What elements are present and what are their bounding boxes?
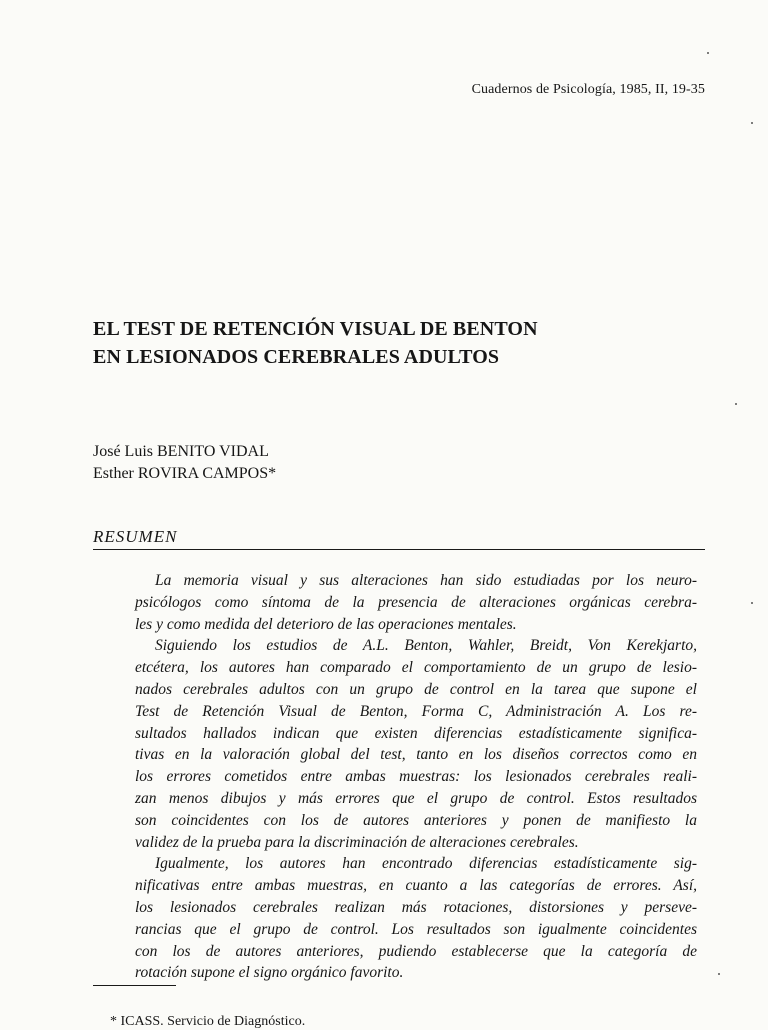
abstract-line: Igualmente, los autores han encontrado diferencias estadísticamente sig- xyxy=(155,855,697,873)
author-name: José Luis BENITO VIDAL xyxy=(93,443,269,460)
title-line: EL TEST DE RETENCIÓN VISUAL DE BENTON xyxy=(93,318,538,340)
scan-speck xyxy=(718,973,720,975)
footnote: * ICASS. Servicio de Diagnóstico. xyxy=(110,1014,306,1029)
section-heading-resumen: RESUMEN xyxy=(93,527,178,546)
abstract-line: Test de Retención Visual de Benton, Forma C, Administración A. Los re- xyxy=(135,702,697,720)
abstract-line: les y como medida del deterioro de las operaciones mentales. xyxy=(135,615,517,633)
abstract-line: rotación supone el signo orgánico favorito. xyxy=(135,964,404,982)
abstract-line: nados cerebrales adultos con un grupo de control en la tarea que supone el xyxy=(135,680,697,698)
abstract-line: etcétera, los autores han comparado el comportamiento de un grupo de lesio- xyxy=(135,659,697,677)
abstract-line: psicólogos como síntoma de la presencia de alteraciones orgánicas cerebra- xyxy=(135,593,697,611)
title-line: EN LESIONADOS CEREBRALES ADULTOS xyxy=(93,346,500,368)
abstract-line: La memoria visual y sus alteraciones han sido estudiadas por los neuro- xyxy=(155,572,697,589)
abstract-line: son coincidentes con los de autores anteriores y ponen de manifiesto la xyxy=(135,811,697,829)
abstract-line: Siguiendo los estudios de A.L. Benton, Wahler, Breidt, Von Kerekjarto, xyxy=(155,637,697,655)
abstract-line: los errores cometidos entre ambas muestras: los lesionados cerebrales reali- xyxy=(135,768,697,786)
abstract-line: con los de autores anteriores, pudiendo establecerse que la categoría de xyxy=(135,942,697,960)
scan-speck xyxy=(735,403,737,405)
scan-speck xyxy=(707,52,709,54)
scan-speck xyxy=(751,122,753,124)
abstract-line: sultados hallados indican que existen diferencias estadísticamente significa- xyxy=(135,724,697,742)
author-name: Esther ROVIRA CAMPOS* xyxy=(93,465,277,482)
abstract-line: zan menos dibujos y más errores que el grupo de control. Estos resultados xyxy=(135,789,697,807)
abstract-line: validez de la prueba para la discriminación de alteraciones cerebrales. xyxy=(135,833,579,851)
author-list xyxy=(93,441,493,485)
section-divider xyxy=(93,549,705,550)
footnote-divider xyxy=(93,985,176,986)
abstract-body xyxy=(135,570,697,984)
abstract-line: los lesionados cerebrales realizan más rotaciones, distorsiones y perseve- xyxy=(135,898,697,916)
abstract-line: rancias que el grupo de control. Los resultados son igualmente coincidentes xyxy=(135,920,697,938)
running-head: Cuadernos de Psicología, 1985, II, 19-35 xyxy=(471,82,705,97)
abstract-line: tivas en la valoración global del test, tanto en los diseños correctos como en xyxy=(135,746,697,764)
article-title xyxy=(93,315,693,371)
scan-speck xyxy=(751,602,753,604)
abstract-line: nificativas entre ambas muestras, en cuanto a las categorías de errores. Así, xyxy=(135,877,697,895)
